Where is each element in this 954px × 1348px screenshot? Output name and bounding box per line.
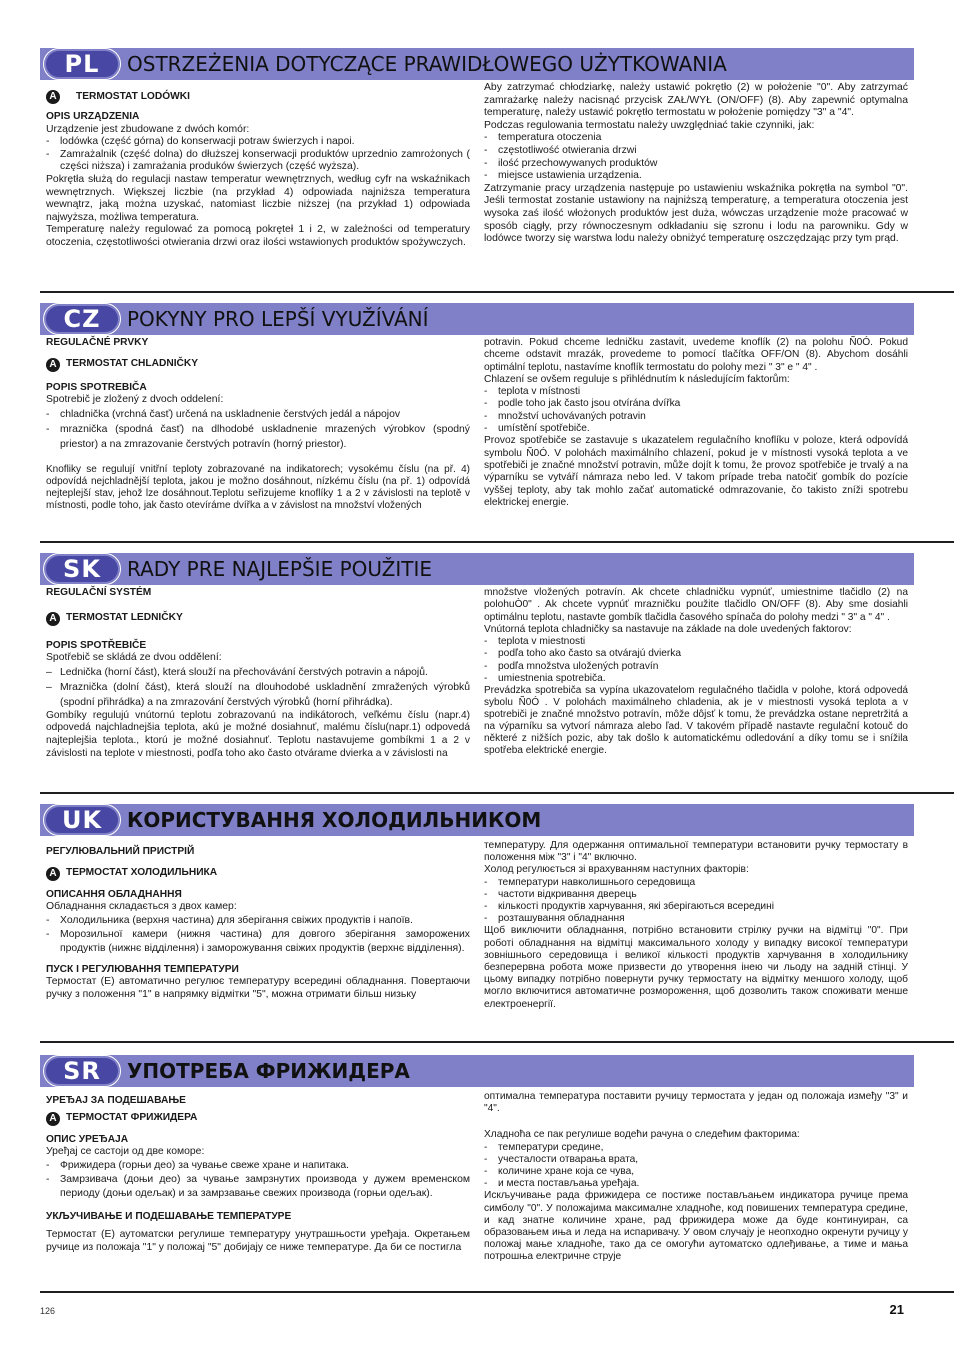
paragraph: Gombíky regulujú vnútornú teplotu zobrazovanú na indikátoroch, veľkému číslu (napr.4) odpovedá najchladnejšia teplota, akú je možné dosiahnuť, malému číslu(napr.1) odpovedá najteplejšia teplota., ktorú je možné dosiahnuť. Teplotu nastavujeme gombíkmi 1 a 2 v závislosti na teplote v miestnosti, podľa toho ako často otvárame dvierka a v závislosti na	[46, 709, 470, 759]
subheading: TERMOSTAT CHLADNIČKY	[66, 358, 199, 370]
list-item: - температури навколишнього середовища	[484, 876, 696, 888]
marker-a-icon: A	[46, 612, 60, 626]
list-item: - lodówka (część górna) do konserwacji potraw świerzych i napoi.	[46, 136, 355, 148]
subheading: ОПИС УРЕЂАЈА	[46, 1133, 129, 1145]
page-code: 126	[40, 1306, 56, 1316]
section-header	[40, 553, 914, 585]
list-item: - Холодильника (верхня частина) для зберігання свіжих продуктів і напоїв.	[46, 914, 413, 926]
section-divider	[40, 792, 954, 794]
list-item: - температури средине,	[484, 1141, 604, 1153]
marker-a-icon: A	[46, 1112, 60, 1126]
paragraph: Pokrętła służą do regulacji nastaw temperatur wewnętrznych, według cyfr na wskaźnikach wewnętrznych. Większej liczbie (na przykład 4) odpowiada najniższa temperatura wewnątrz, jaką można uzyskać, natomiast liczbie niższej (na przykład 1) odpowiada najwyższa, możliwa temperatura.	[46, 173, 470, 223]
section-sr	[40, 1055, 914, 1287]
language-badge: PL	[46, 51, 118, 77]
list-item: - chladnička (vrchná časť) určená na uskladnenie čerstvých jedál a nápojov	[46, 408, 401, 420]
section-uk	[40, 804, 914, 1036]
list-item: - количине хране која се чува,	[484, 1166, 635, 1178]
list-item: - Фрижидера (горњи део) за чување свеже хране и напитака.	[46, 1159, 350, 1171]
subheading: ПУСК І РЕГУЛЮВАННЯ ТЕМПЕРАТУРИ	[46, 963, 239, 975]
list-item: – Lednička (horní část), která slouží na přechovávání čerstvých potravin a nápojů.	[46, 666, 428, 678]
section-divider	[40, 541, 954, 543]
language-badge: SR	[46, 1058, 118, 1084]
paragraph: Temperaturę należy regulować za pomocą pokręteł 1 i 2, w zależności od temperatury otoczenia, częstotliwości otwierania drzwi oraz ilości wstawionych produktów spożywczych.	[46, 224, 470, 248]
list-item: - ilość przechowywanych produktów	[484, 157, 658, 169]
subheading: REGULAČNÍ SYSTÉM	[46, 587, 152, 598]
section-header	[40, 303, 914, 335]
paragraph: Urządzenie jest zbudowane z dwóch komór:	[46, 123, 250, 135]
list-item: – Mraznička (dolní část), která slouží na dlouhodobé uskladnění zmražených výrobků (spodní přihrádka) a na zmrazování čerstvých výrobků (horní přihrádka).	[46, 681, 470, 708]
paragraph: Уређај се састоји од две коморе:	[46, 1146, 205, 1158]
marker-a-icon: A	[46, 867, 60, 881]
paragraph: Холод регулюється зі врахуванням наступних факторів:	[484, 864, 749, 876]
section-title: УПОТРЕБА ФРИЖИДЕРА	[127, 1059, 410, 1083]
list-item: - Морозильної камери (нижня частина) для довгого зберігання заморожених продуктів (нижнє відділення) і заморожування свіжих продуктів (верхнє відділення).	[46, 928, 470, 954]
marker-a-icon: A	[46, 90, 60, 104]
list-item: - teplota v miestnosti	[484, 636, 586, 648]
paragraph: Zatrzymanie pracy urządzenia następuje po ustawieniu wskaźnika pokrętła na symbol "0". Jeśli termostat zostanie ustawiony na najniższą temperaturę, a temperatura otoczenia jest wysoka zaś ilość włożonych produktów jest duża, wówczas urządzenie może pracować w sposób ciągły, przy równoczesnym odkładaniu się szronu i lodu na parowniku. Gdy w lodówce tworzy się warstwa lodu należy obniżyć temperaturę oszczędzając przy tym prąd.	[484, 182, 908, 245]
list-item: - częstotliwość otwierania drzwi	[484, 144, 637, 156]
paragraph: potravin. Pokud chceme ledničku zastavit, uvedeme knoflík (2) na polohu Ñ0Ó. Pokud chceme odstavit mrazák, provedeme to pomocí tlačítka OFF/ON (8). Abychom dosáhli optimální teplotu, nastavíme knoflík termostatu do polohy mezi " 3" e " 4" .	[484, 337, 908, 373]
language-badge: CZ	[46, 306, 118, 332]
section-sk	[40, 553, 914, 785]
paragraph: Chlazení se ovšem reguluje s přihlédnutím k následujícím faktorům:	[484, 373, 790, 385]
section-divider	[40, 1041, 954, 1043]
list-item: - temperatura otoczenia	[484, 132, 602, 144]
subheading: OPIS URZĄDZENIA	[46, 111, 140, 122]
list-item: - кількості продуктів харчування, які зберігаються всередині	[484, 901, 774, 913]
paragraph: Термостат (E) автоматично регулює температуру всередині обладнання. Повертаючи ручку з положення "1" в напрямку відмітки "5", можна отримати більш низьку	[46, 976, 470, 1000]
language-badge: UK	[46, 807, 118, 833]
section-title: POKYNY PRO LEPŠÍ VYUŽÍVÁNÍ	[127, 307, 429, 331]
list-item: - množství uchovávaných potravin	[484, 410, 646, 422]
subheading: TERMOSTAT LODÓWKI	[76, 90, 190, 102]
paragraph: Aby zatrzymać chłodziarkę, należy ustawić pokrętło (2) w położenie "0". Aby zatrzymać zamrażarkę należy nacisnąć przycisk ZAŁ/WYŁ (ON/OFF) (8). Aby zapewnić optymalna temperaturę, należy ustawić pokrętło termostatu w położenie pomiędzy "3" a "4".	[484, 82, 908, 119]
paragraph: Podczas regulowania termostatu należy uwzględniać takie czynniki, jak:	[484, 119, 815, 131]
marker-a-icon: A	[46, 358, 60, 372]
section-header	[40, 1055, 914, 1087]
section-title: OSTRZEŻENIA DOTYCZĄCE PRAWIDŁOWEGO UŻYTKOWANIA	[127, 52, 727, 76]
list-item: - miejsce ustawienia urządzenia.	[484, 170, 642, 182]
section-title: КОРИСТУВАННЯ ХОЛОДИЛЬНИКОМ	[127, 808, 542, 832]
paragraph: Prevádzka spotrebiča sa vypína ukazovatelom regulačného tlačidla v polohe, ktorá odpovedá sybolu Ñ0Ó . V polohách maximálneho chladenia, ak je v miestnosti vysoká teplota a v spotrebiči je značné množstvo potravín, môže dôjsť k tomu, že prevádzka ostane nepretržitá a na výparníku sa vytvorí námraza alebo ľad. V takovém případě nastavte regulační kotouč do některé z nižších pozic, aby tak došlo k automatickému odledování a díky tomu se i snížila spotřeba elektrické energie.	[484, 685, 908, 757]
paragraph: оптимална температура поставити ручицу термостата у један од положаја између "3" и "4".	[484, 1091, 908, 1115]
list-item: - umiestnenia spotrebiča.	[484, 673, 606, 685]
subheading: TERMOSTAT LEDNIČKY	[66, 612, 183, 624]
language-badge: SK	[46, 556, 118, 582]
list-item: - podle toho jak často jsou otvírána dvířka	[484, 398, 681, 410]
subheading: POPIS SPOTREBIČA	[46, 381, 147, 393]
subheading: ТЕРМОСТАТ ХОЛОДИЛЬНИКА	[66, 867, 218, 879]
section-header	[40, 48, 914, 80]
subheading: ОПИСАННЯ ОБЛАДНАННЯ	[46, 888, 182, 900]
subheading: УКЉУЧИВАЊЕ И ПОДЕШАВАЊЕ ТЕМПЕРАТУРЕ	[46, 1210, 292, 1222]
list-item: - teplota v místnosti	[484, 386, 581, 398]
paragraph: Термостат (E) аутоматски регулише температуру унутрашњости уређаја. Окретањем ручице из положаја "1" у положај "5" добијају се ниже температуре. Да би се постигла	[46, 1229, 470, 1253]
subheading: РЕГУЛЮВАЛЬНИЙ ПРИСТРІЙ	[46, 846, 195, 857]
page-number: 21	[889, 1302, 904, 1317]
paragraph: Обладнання складається з двох камер:	[46, 901, 237, 913]
list-item: - podľa toho ako často sa otvárajú dvierka	[484, 648, 682, 660]
section-divider	[40, 291, 954, 293]
list-item: - Zamrażalnik (część dolna) do dłuższej konserwacji produktów uprzednio zamrożonych ( części niższa) i zamrażania produków świerzych (część wyższa).	[46, 148, 470, 173]
subheading: POPIS SPOTŘEBIČE	[46, 639, 147, 651]
paragraph: Knofliky se regulují vnitřní teploty zobrazované na indikatorech; vysokému číslu (na př. 4) odpovídá nejchladnější teplota, jakou je možno dosáhnout, nízkému číslu (na př. 1) odpovídá nejteplejší stav, jehož lze dosáhnout.Teplotu seřizujeme knoflíky 1 a 2 v závislosti na teplotě v místnosti, podle toho, jak často otevíráme dvířka a v závislost na množství vložených	[46, 463, 470, 511]
list-item: - umístění spotřebiče.	[484, 423, 590, 435]
section-cz	[40, 303, 914, 535]
paragraph: Spotrebič je zložený z dvoch oddelení:	[46, 394, 224, 406]
paragraph: температуру. Для одержання оптимальної температури встановити ручку термостату в положення між "3" і "4" включно.	[484, 840, 908, 864]
list-item: - розташування обладнання	[484, 913, 625, 925]
list-item: - учесталости отварања врата,	[484, 1153, 639, 1165]
list-item: - Замрзивача (доњи део) за чување замрзнутих производа у дужем временском периоду (доњи одељак) и за замрзавање свежих производа (горњи одељак).	[46, 1173, 470, 1199]
section-pl	[40, 48, 914, 285]
subheading: REGULAČNÉ PRVKY	[46, 337, 149, 348]
list-item: - mraznička (spodná časť) na dlhodobé uskladnenie mrazených výrobkov (spodný priestor) a na zmrazovanie čerstvých potravín (horný priestor).	[46, 423, 470, 450]
subheading: УРЕЂАЈ ЗА ПОДЕШАВАЊЕ	[46, 1095, 186, 1106]
paragraph: Vnútorná teplota chladničky sa nastavuje na základe na dole uvedených faktorov:	[484, 623, 852, 635]
list-item: - и места постављања уређаја.	[484, 1178, 640, 1190]
paragraph: Искључивање рада фрижидера се постиже постављањем индикатора ручице према симболу "0". У положајима максималне хладноће, код повишених температура средине, и кад знатне количине хране, рад фрижидера може да буде континуиран, са образовањем иња и леда на испаривачу. У овом случају је неопходно окренути ручицу у положај мање хладноће, тако да се омогући аутоматско одлеђивање, а тиме и мања потрошња електричне струје	[484, 1190, 908, 1263]
paragraph: množstve vložených potravín. Ak chcete chladničku vypnúť, umiestnime tlačidlo (2) na polohuÒ0" . Ak chcete vypnúť mrazničku použite tlačidlo ON/OFF (8). Aby sme dosiahli optimálnu teplotu, nastavte gombík tlačidla časového spínača do polohy medzi " 3" a " 4" .	[484, 587, 908, 623]
paragraph: Provoz spotřebiče se zastavuje s ukazatelem regulačního knoflíku v poloze, která odpovídá symbolu Ñ0Ó. V polohách maximálního chlazení, pokud je v místnosti vysoká teplota a ve spotřebiči je značné množství potravin, může dojít k tomu, že provoz spotřebiče je trvalý a na výparníku se vytváří námraza nebo led. V takom prípade treba natočiť gombík do pozície vyššej teploty, aby tak mohlo začať automatické odmrazovanie, čo takisto zníži spotrebu elektrickej energie.	[484, 435, 908, 508]
paragraph: Spotřebič se skládá ze dvou oddělení:	[46, 652, 222, 664]
section-title: RADY PRE NAJLEPŠIE POUŽITIE	[127, 557, 433, 581]
paragraph: Хладноћа се пак регулише водећи рачуна о следећим факторима:	[484, 1129, 800, 1141]
section-divider	[40, 1291, 954, 1293]
subheading: ТЕРМОСТАТ ФРИЖИДЕРА	[66, 1112, 198, 1124]
list-item: - podľa množstva uložených potravín	[484, 660, 659, 672]
paragraph: Щоб виключити обладнання, потрібно встановити стрілку ручки на відмітці "0". При роботі обладнання на відмітці максимального холоду у випадку високої температури зовнішнього середовища і великої кількості продуктів харчування в холодильнику безперервна робота може призвести до утворення інею чи льоду на задній стінці. У цьому випадку потрібно повернути ручку термостату на відмітку меншого холоду, щоб могло включитися автоматичне розмороження, щоб дозволить також споживати менше електроенергії.	[484, 925, 908, 1010]
list-item: - частоти відкривання дверець	[484, 888, 637, 900]
section-header	[40, 804, 914, 836]
